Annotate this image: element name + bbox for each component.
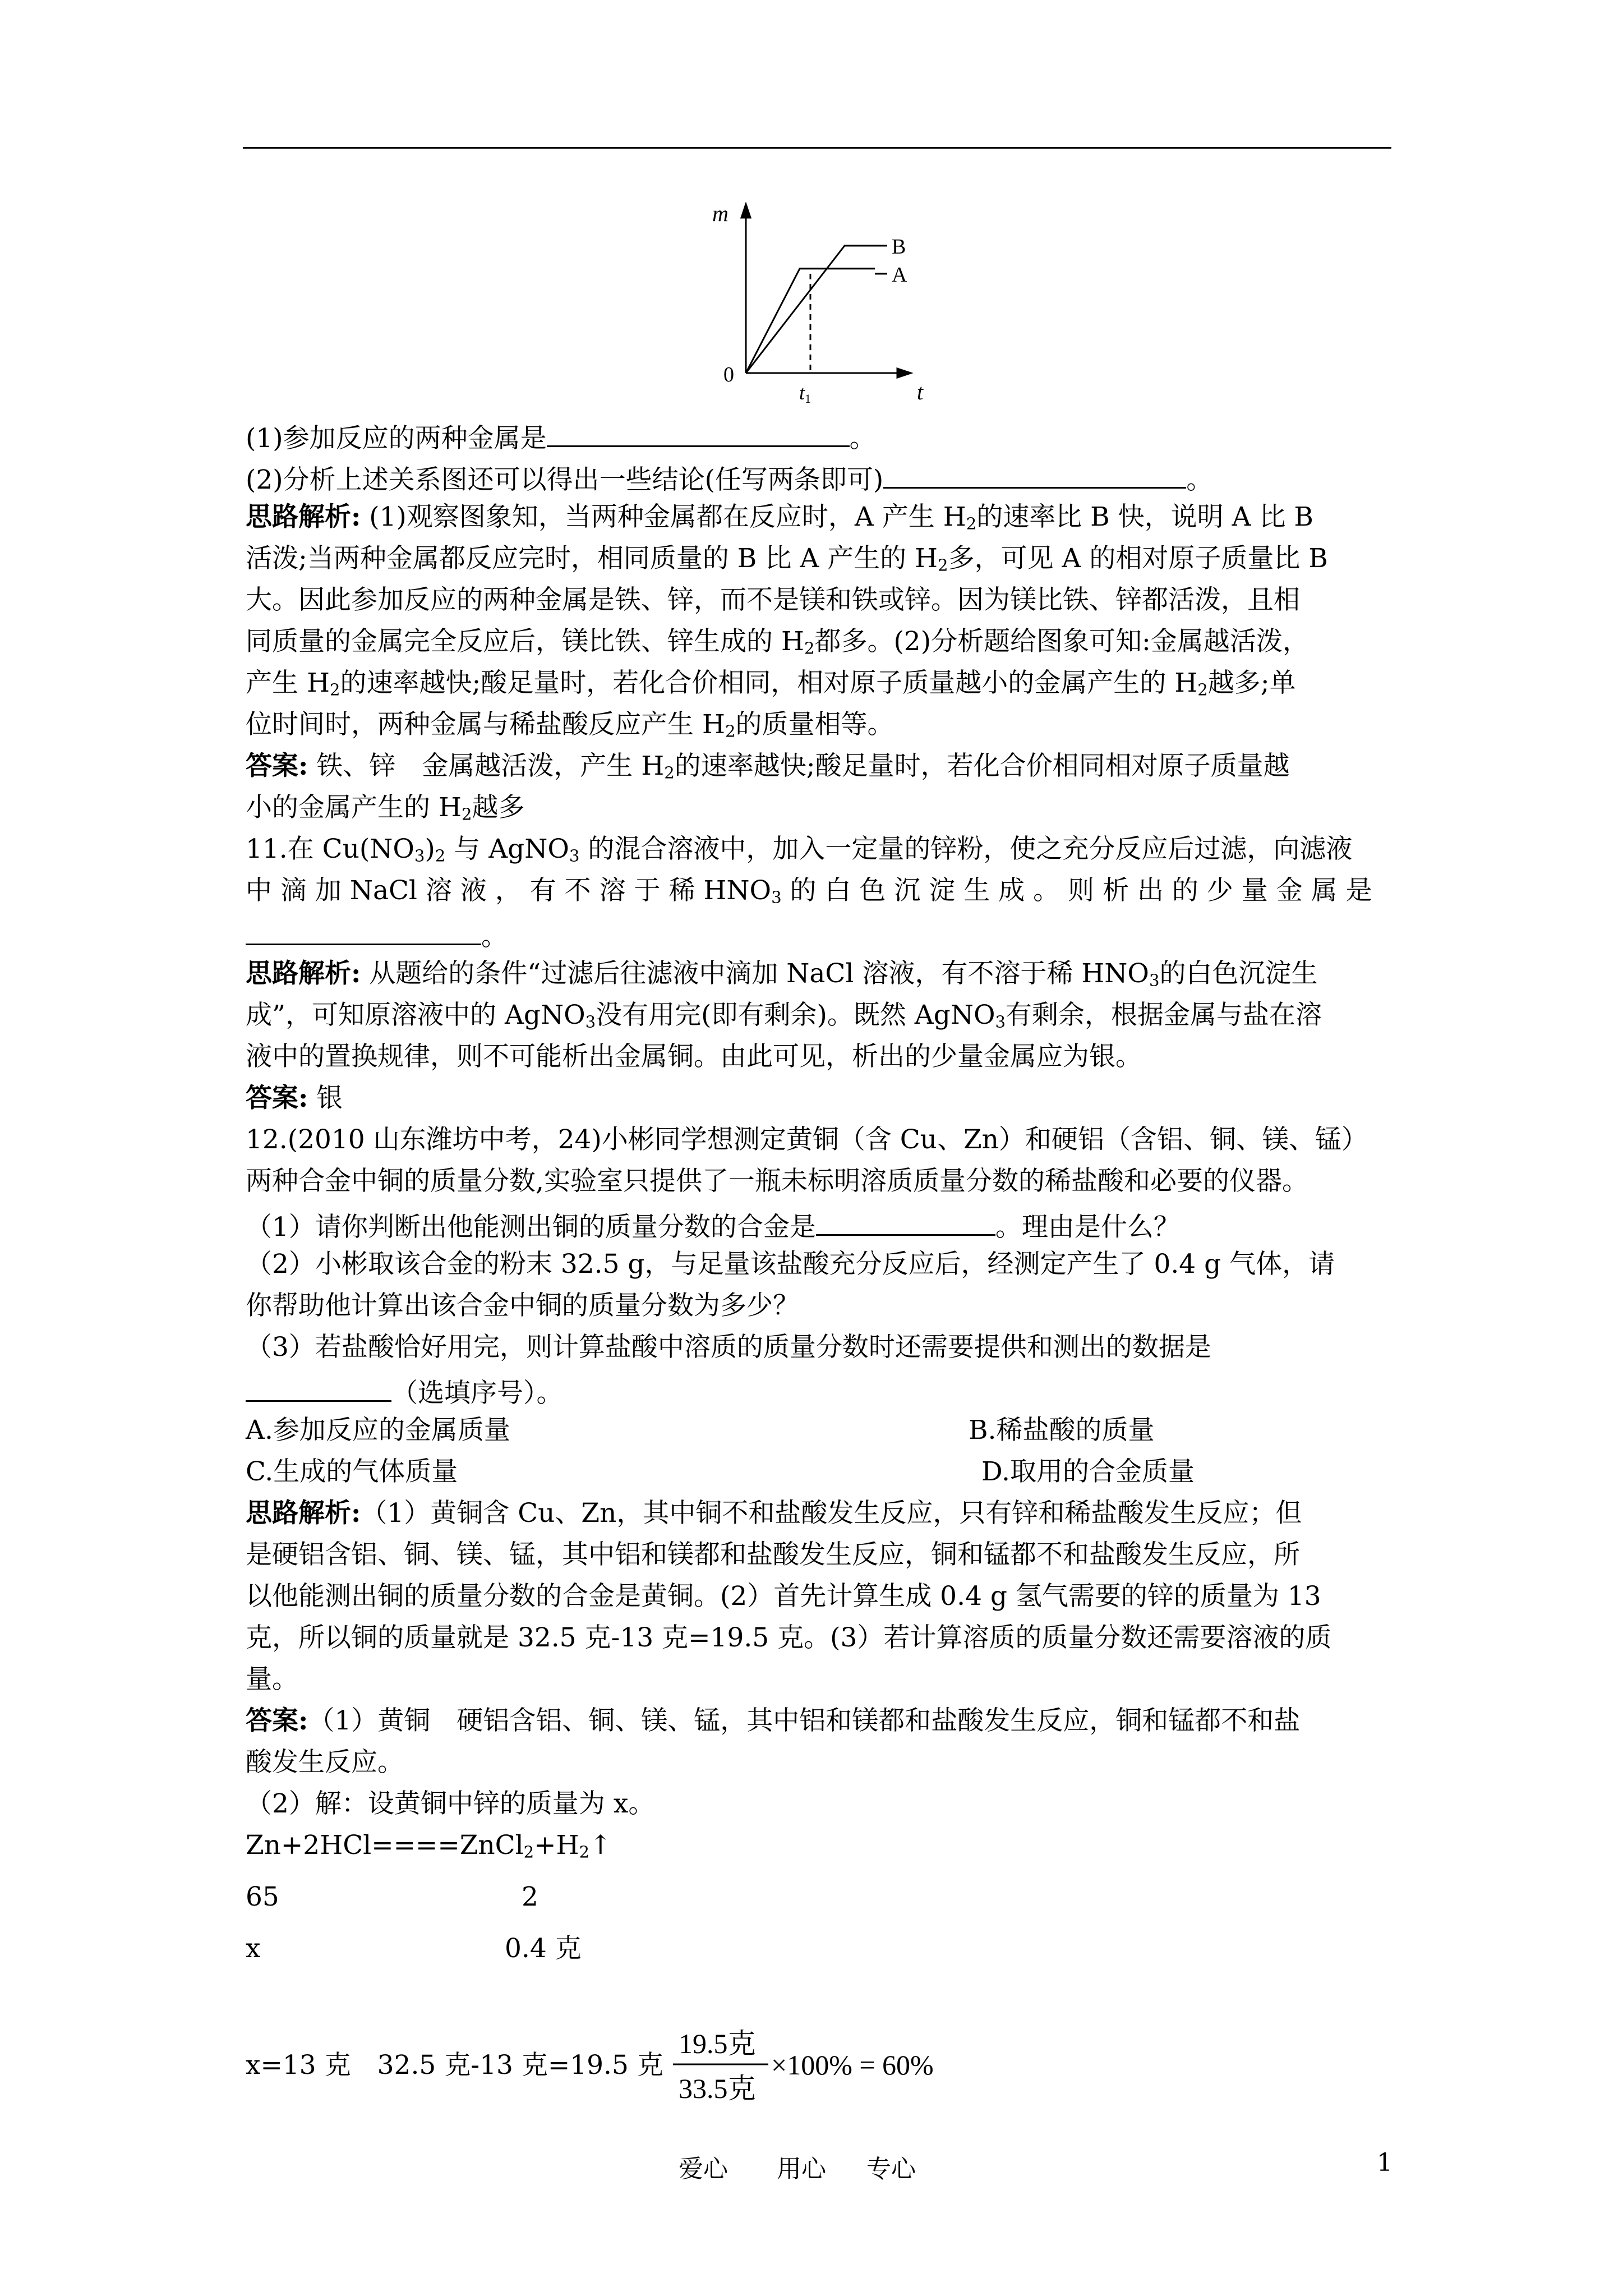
- q10-blank2[interactable]: [883, 462, 1186, 489]
- q10-analysis-line6: 位时间时，两种金属与稀盐酸反应产生 $H_2$的质量相等。: [246, 709, 894, 741]
- ratio-row-mass: 65: [246, 1881, 279, 1912]
- q11-line3: 。: [246, 919, 508, 950]
- q12-analysis-line2: 是硬铝含铝、铜、镁、锰，其中铝和镁都和盐酸发生反应，铜和锰都不和盐酸发生反应，所: [246, 1539, 1300, 1570]
- q10-analysis-line2: 活泼;当两种金属都反应完时，相同质量的 B 比 A 产生的 $H_2$多，可见 A 的相对原子质量比 B: [246, 543, 1328, 575]
- ratio-row-unknown-h2: 0.4 克: [505, 1933, 582, 1964]
- q10-part2: (2)分析上述关系图还可以得出一些结论(任写两条即可) 。: [246, 462, 1212, 493]
- q12-blank2[interactable]: [246, 1375, 391, 1402]
- q11-analysis-line3: 液中的置换规律，则不可能析出金属铜。由此可见，析出的少量金属应为银。: [246, 1041, 1142, 1072]
- chemical-equation: $Zn+2HCl====ZnCl_2+H_2↑$: [246, 1830, 612, 1862]
- result-line: x=13 克 32.5 克-13 克=19.5 克: [246, 2050, 663, 2081]
- footer-motto-3: 专心: [866, 2155, 916, 2183]
- option-d: D.取用的合金质量: [981, 1456, 1195, 1487]
- q12-sub3-line2: （选填序号）。: [246, 1375, 563, 1406]
- fraction-result: ×100% = 60%: [771, 2049, 934, 2081]
- fraction-numerator: 19.5克: [679, 2028, 756, 2059]
- x-axis-arrow-icon: [897, 369, 911, 378]
- ratio-row-unknown: x: [246, 1933, 261, 1964]
- x-axis-label: t: [917, 379, 924, 404]
- q10-answer-line2: 小的金属产生的 $H_2$越多: [246, 792, 525, 824]
- q11-line1: 11.在 $Cu(NO_3)_2$ 与 AgNO$_3$ 的混合溶液中，加入一定量的锌粉，使之充分反应后过滤，向滤液: [246, 834, 1353, 866]
- q12-analysis-line1: 思路解析:（1）黄铜含 Cu、Zn，其中铜不和盐酸发生反应，只有锌和稀盐酸发生反应；但: [246, 1498, 1302, 1529]
- q11-analysis-line1: 思路解析: 从题给的条件“过滤后往滤液中滴加 NaCl 溶液，有不溶于稀 $HNO_3$的白色沉淀生: [246, 958, 1318, 990]
- q10-part1: (1)参加反应的两种金属是 。: [246, 421, 876, 452]
- q10-analysis-line1: 思路解析: (1)观察图象知，当两种金属都在反应时，A 产生 $H_2$的速率比 B 快，说明 A 比 B: [246, 501, 1313, 533]
- q12-line2: 两种合金中铜的质量分数,实验室只提供了一瓶未标明溶质质量分数的稀盐酸和必要的仪器。: [246, 1166, 1308, 1197]
- footer-motto-1: 爱心: [679, 2155, 728, 2183]
- page-number: 1: [1377, 2148, 1393, 2177]
- option-a: A.参加反应的金属质量: [246, 1415, 510, 1446]
- mass-time-graph: [707, 202, 942, 404]
- y-axis-label: m: [712, 202, 728, 226]
- option-c: C.生成的气体质量: [246, 1456, 458, 1487]
- q12-answer-line3: （2）解：设黄铜中锌的质量为 x。: [246, 1788, 655, 1819]
- fraction-denominator: 33.5克: [679, 2073, 756, 2104]
- q12-sub2-line1: （2）小彬取该合金的粉末 32.5 g，与足量该盐酸充分反应后，经测定产生了 0.4 g 气体，请: [246, 1249, 1335, 1280]
- q10-analysis-line4: 同质量的金属完全反应后，镁比铁、锌生成的 $H_2$都多。(2)分析题给图象可知:金属越活泼，: [246, 626, 1309, 658]
- option-b: B.稀盐酸的质量: [969, 1415, 1155, 1446]
- q12-analysis-line4: 克，所以铜的质量就是 32.5 克-13 克=19.5 克。(3）若计算溶质的质量分数还需要溶液的质: [246, 1622, 1332, 1653]
- ratio-row-mass-h2: 2: [522, 1881, 538, 1912]
- q10-analysis-line5: 产生 $H_2$的速率越快;酸足量时，若化合价相同，相对原子质量越小的金属产生的 $H_2$越多;单: [246, 668, 1296, 700]
- q12-sub2-line2: 你帮助他计算出该合金中铜的质量分数为多少？: [246, 1290, 799, 1321]
- q12-analysis-line3: 以他能测出铜的质量分数的合金是黄铜。(2）首先计算生成 0.4 g 氢气需要的锌的质量为 13: [246, 1581, 1321, 1612]
- q10-answer-line1: 答案: 铁、锌 金属越活泼，产生 $H_2$的速率越快;酸足量时，若化合价相同相对原子质量越: [246, 751, 1290, 783]
- header-rule: [243, 147, 1391, 149]
- q12-blank1[interactable]: [816, 1209, 995, 1236]
- q11-answer: 答案: 银: [246, 1083, 343, 1114]
- q12-sub3-line1: （3）若盐酸恰好用完，则计算盐酸中溶质的质量分数时还需要提供和测出的数据是: [246, 1332, 1211, 1363]
- q10-analysis-line3: 大。因此参加反应的两种金属是铁、锌，而不是镁和铁或锌。因为镁比铁、锌都活泼，且相: [246, 585, 1300, 615]
- q12-sub1: （1）请你判断出他能测出铜的质量分数的合金是 。理由是什么？: [246, 1209, 1180, 1240]
- series-a-label: A: [892, 263, 907, 287]
- series-b-label: B: [892, 235, 906, 259]
- q10-blank1[interactable]: [547, 421, 850, 447]
- mass-fraction-formula: [667, 2019, 981, 2115]
- t1-label: t1: [799, 381, 811, 404]
- q12-analysis-line5: 量。: [246, 1664, 298, 1695]
- footer-motto-2: 用心: [777, 2155, 826, 2183]
- y-axis-arrow-icon: [741, 204, 750, 218]
- q11-line2: 中 滴 加 NaCl 溶 液 ， 有 不 溶 于 稀 $HNO_3$ 的 白 色 沉 淀 生 成 。 则 析 出 的 少 量 金 属 是: [246, 875, 1372, 907]
- q12-line1: 12.(2010 山东潍坊中考，24)小彬同学想测定黄铜（含 Cu、Zn）和硬铝（含铝、铜、镁、锰）: [246, 1124, 1368, 1155]
- q12-answer-line1: 答案:（1）黄铜 硬铝含铝、铜、镁、锰，其中铝和镁都和盐酸发生反应，铜和锰都不和盐: [246, 1705, 1301, 1736]
- q12-answer-line2: 酸发生反应。: [246, 1747, 404, 1778]
- origin-label: 0: [723, 363, 734, 386]
- q11-blank[interactable]: [246, 919, 481, 945]
- q11-analysis-line2: 成”，可知原溶液中的 AgNO$_3$没有用完(即有剩余)。既然 AgNO$_3$有剩余，根据金属与盐在溶: [246, 1000, 1322, 1032]
